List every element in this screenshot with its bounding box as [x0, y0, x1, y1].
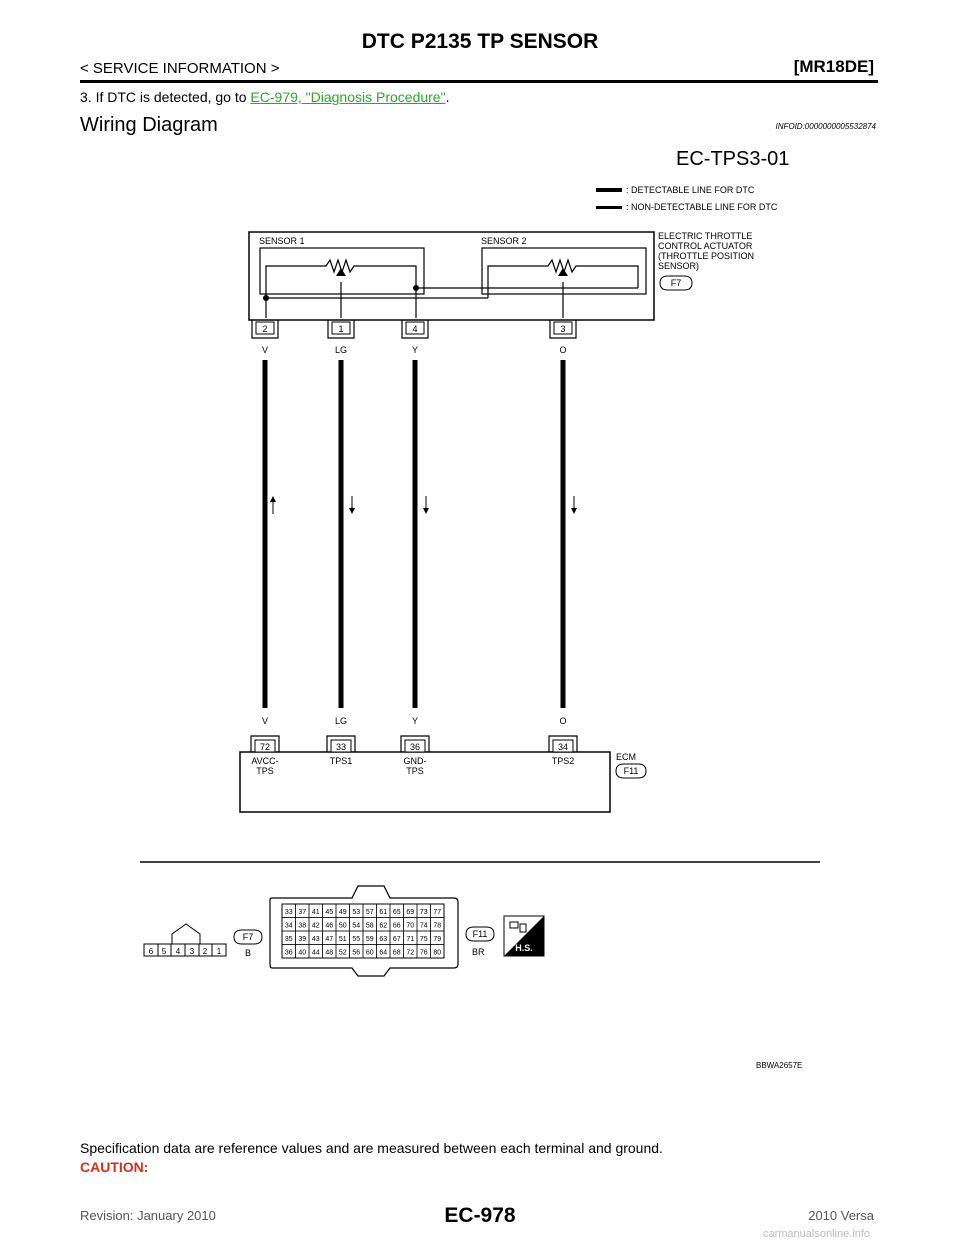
wire-color-o-top: O [559, 345, 567, 355]
f11-pin-label: 49 [338, 909, 347, 916]
ecm-label-avcc-2: TPS [256, 766, 274, 776]
top-pin-1-label: 1 [338, 324, 344, 334]
breadcrumb: < SERVICE INFORMATION > [80, 60, 280, 77]
top-pin-3 [550, 320, 576, 338]
page-title: DTC P2135 TP SENSOR [361, 30, 599, 53]
wire-color-v-top: V [261, 345, 269, 355]
f11-pin-label: 77 [433, 909, 442, 916]
wire-color-lg-top: LG [334, 345, 348, 355]
f11-pin-label: 33 [284, 909, 293, 916]
f7-pin-1: 1 [216, 947, 222, 956]
f11-badge-bottom-label: F11 [472, 929, 488, 939]
f11-pin-label: 72 [406, 949, 415, 957]
engine-code: [MR18DE] [793, 57, 874, 76]
f11-pin-label: 79 [433, 936, 442, 943]
f11-pin-label: 71 [406, 936, 415, 943]
legend-nondetectable-text: : NON-DETECTABLE LINE FOR DTC [626, 202, 778, 212]
ecm-label-tps2: TPS2 [551, 756, 575, 766]
info-id: INFOID:0000000005532874 [775, 122, 876, 131]
page-number: EC-978 [444, 1204, 516, 1227]
f11-pin-label: 41 [311, 909, 320, 916]
f11-pin-label: 51 [338, 936, 347, 943]
spec-text: Specification data are reference values and are measured between each terminal and ground. [80, 1140, 663, 1156]
step-prefix: 3. If DTC is detected, go to [80, 89, 251, 105]
f11-pin-label: 55 [352, 936, 361, 943]
actuator-label-4: SENSOR) [658, 261, 700, 271]
f11-ecm-badge-label: F11 [623, 766, 639, 776]
ground-junction [413, 285, 419, 291]
f11-pin-label: 52 [338, 949, 347, 957]
f7-color: B [245, 948, 252, 958]
watermark: carmanualsonline.info [762, 1228, 870, 1240]
f11-pin-label: 73 [419, 909, 428, 916]
f11-pin-label: 65 [392, 909, 401, 916]
arrowhead-down-o [571, 508, 577, 514]
f11-pin-label: 53 [352, 909, 361, 916]
f11-pin-label: 34 [284, 922, 293, 930]
bottom-pin-72 [251, 736, 279, 752]
diagram-code: EC-TPS3-01 [676, 148, 790, 170]
f11-pin-label: 62 [379, 922, 388, 930]
f11-pin-label: 59 [365, 936, 374, 943]
bottom-pin-34 [549, 736, 577, 752]
f11-pin-label: 38 [298, 922, 307, 930]
f7-pin-3: 3 [189, 947, 195, 956]
f11-pin-label: 43 [311, 936, 320, 943]
f11-pin-label: 50 [338, 922, 347, 930]
revision-date: Revision: January 2010 [80, 1208, 216, 1223]
f11-pin-label: 69 [406, 909, 415, 916]
top-pin-4-label: 4 [412, 324, 418, 334]
actuator-label-2: CONTROL ACTUATOR [658, 241, 753, 251]
legend-detectable-text: : DETECTABLE LINE FOR DTC [626, 185, 755, 195]
bottom-pin-72-label: 72 [259, 742, 271, 752]
f11-pin-label: 35 [284, 936, 293, 943]
bottom-pin-36-label: 36 [409, 742, 421, 752]
f11-pin-label: 76 [419, 949, 428, 957]
f11-pin-label: 63 [379, 936, 388, 943]
f7-badge-bottom-label: F7 [242, 932, 254, 942]
top-pin-3-label: 3 [560, 324, 566, 334]
f11-pin-label: 67 [392, 936, 401, 943]
wire-color-y-top: Y [411, 345, 419, 355]
actuator-label-1: ELECTRIC THROTTLE [658, 231, 753, 241]
f11-pin-label: 46 [325, 922, 334, 930]
f7-pin-2: 2 [202, 947, 208, 956]
f11-pin-label: 60 [365, 949, 374, 957]
bottom-pin-34-label: 34 [557, 742, 569, 752]
f11-color: BR [472, 947, 485, 957]
f11-pin-label: 78 [433, 922, 442, 930]
f11-pin-label: 54 [352, 922, 361, 930]
actuator-label-3: (THROTTLE POSITION [658, 251, 755, 261]
f11-pin-label: 61 [379, 909, 388, 916]
legend-nondetectable-line [596, 206, 622, 209]
f11-pin-label: 66 [392, 922, 401, 930]
diagnosis-procedure-link[interactable]: EC-979, "Diagnosis Procedure" [250, 89, 446, 105]
f11-pin-label: 36 [284, 949, 293, 957]
f7-pin-6: 6 [148, 947, 154, 956]
f11-pin-label: 45 [325, 909, 334, 916]
f11-pin-label: 80 [433, 949, 442, 957]
f11-pin-label: 37 [298, 909, 307, 916]
ecm-label-avcc-1: AVCC- [251, 756, 279, 766]
figure-id: BBWA2657E [756, 1061, 803, 1070]
f11-pin-label: 47 [325, 936, 334, 943]
sensor1-label: SENSOR 1 [259, 236, 305, 246]
caution-label: CAUTION: [80, 1159, 149, 1175]
arrowhead-up-v [270, 496, 276, 502]
f11-pin-label: 42 [311, 922, 320, 930]
bottom-pin-36 [401, 736, 429, 752]
f11-pin-label: 58 [365, 922, 374, 930]
ecm-label-gnd-1: GND- [403, 756, 427, 766]
top-pin-4 [402, 320, 428, 338]
ecm-label-gnd-2: TPS [406, 766, 424, 776]
f7-pin-5: 5 [161, 947, 167, 956]
f11-pin-label: 75 [419, 936, 428, 943]
vehicle-model: 2010 Versa [808, 1208, 874, 1223]
bottom-pin-33 [327, 736, 355, 752]
f11-pin-label: 48 [325, 949, 334, 957]
f11-pin-label: 74 [419, 922, 428, 930]
top-pin-1 [328, 320, 354, 338]
arrowhead-down-lg [349, 508, 355, 514]
f11-pin-label: 70 [406, 922, 415, 930]
actuator-box [249, 232, 654, 320]
f7-badge-label: F7 [670, 278, 682, 288]
f11-pin-label: 56 [352, 949, 361, 957]
wire-color-y-bottom: Y [411, 716, 419, 726]
f11-pin-label: 40 [298, 949, 307, 957]
sensor2-label: SENSOR 2 [481, 236, 527, 246]
wire-color-lg-bottom: LG [334, 716, 348, 726]
sensor2-wiper-arrow [558, 268, 568, 276]
f11-pin-label: 44 [311, 949, 320, 957]
hs-label: H.S. [515, 943, 533, 953]
f11-pin-label: 64 [379, 949, 388, 957]
arrowhead-down-y [423, 508, 429, 514]
f11-pin-label: 39 [298, 936, 307, 943]
wire-color-v-bottom: V [261, 716, 269, 726]
step-suffix: . [445, 89, 450, 105]
ecm-label: ECM [616, 752, 636, 762]
f11-pin-label: 57 [365, 909, 374, 916]
f7-pin-4: 4 [175, 947, 181, 956]
bottom-pin-33-label: 33 [335, 742, 347, 752]
sensor1-wiper-arrow [336, 268, 346, 276]
connector-f11 [270, 886, 494, 976]
f11-pin-grid [282, 904, 444, 958]
f11-pin-label: 68 [392, 949, 401, 957]
legend-detectable-line [596, 188, 622, 192]
wire-color-o-bottom: O [559, 716, 567, 726]
ecm-label-tps1: TPS1 [329, 756, 353, 766]
top-pin-2-label: 2 [262, 324, 268, 334]
connector-f7 [144, 924, 262, 958]
harness-side-icon [504, 916, 544, 956]
top-pin-2 [252, 320, 278, 338]
section-title: Wiring Diagram [80, 114, 218, 136]
